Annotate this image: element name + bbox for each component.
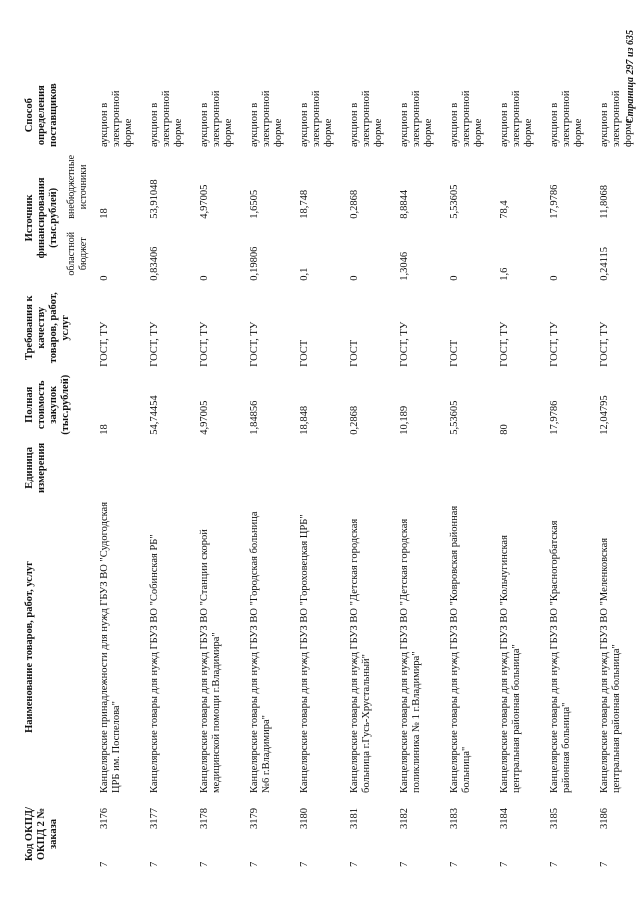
row-name: Канцелярские товары для нужд ГБУЗ ВО "Кольчугинская центральная районная больница" [499, 535, 522, 793]
page-number: Страница 297 из 635 [625, 30, 636, 124]
table-row [542, 79, 592, 871]
row-regional-budget: 0,19806 [249, 246, 260, 281]
row-method: аукцион в электронной форме [599, 90, 634, 147]
row-name: Канцелярские товары для нужд ГБУЗ ВО "Ковровская районная больница" [449, 505, 472, 793]
row-number: 3179 [249, 808, 260, 829]
row-extrabudget: 8,8844 [399, 189, 410, 219]
row-method: аукцион в электронной форме [199, 90, 234, 147]
header-requirements: Требования к качеству товаров, работ, услуг [24, 292, 71, 364]
row-code: 7 [499, 861, 510, 867]
header-code: Код ОКПД/ ОКПД 2 № заказа [24, 806, 59, 862]
table-row [392, 79, 442, 871]
row-unit [292, 439, 342, 497]
row-number: 3181 [349, 808, 360, 829]
row-cost: 12,04795 [599, 395, 610, 435]
row-extrabudget: 17,9786 [549, 184, 560, 219]
table-row [492, 79, 542, 871]
table-row [342, 79, 392, 871]
row-unit [592, 439, 640, 497]
row-requirements: ГОСТ, ТУ [549, 321, 560, 367]
row-method: аукцион в электронной форме [399, 90, 434, 147]
row-name: Канцелярские товары для нужд ГБУЗ ВО "Меленковская центральная районная больница" [599, 537, 622, 793]
row-regional-budget: 0 [549, 275, 560, 281]
row-spacer [442, 833, 492, 843]
row-regional-budget: 0,1 [299, 267, 310, 281]
row-number: 3183 [449, 808, 460, 829]
row-cost: 17,9786 [549, 400, 560, 435]
header-funding-extra: внебюджетные источники [66, 154, 89, 219]
row-number: 3184 [499, 808, 510, 829]
row-spacer [142, 833, 192, 843]
row-method: аукцион в электронной форме [449, 90, 484, 147]
row-code: 7 [399, 861, 410, 867]
row-cost: 54,74454 [149, 395, 160, 435]
row-code: 7 [149, 861, 160, 867]
row-regional-budget: 0 [449, 275, 460, 281]
row-requirements: ГОСТ [349, 339, 360, 367]
row-requirements: ГОСТ [449, 339, 460, 367]
row-number: 3186 [599, 808, 610, 829]
row-unit [542, 439, 592, 497]
header-row [22, 79, 66, 871]
row-method: аукцион в электронной форме [549, 90, 584, 147]
row-spacer [192, 833, 242, 843]
row-method: аукцион в электронной форме [149, 90, 184, 147]
row-code: 7 [349, 861, 360, 867]
row-unit [242, 439, 292, 497]
table-row [142, 79, 192, 871]
header-method: Способ определения поставщиков [24, 83, 59, 147]
table-row [92, 79, 142, 871]
row-cost: 80 [499, 424, 510, 435]
row-regional-budget: 0 [199, 275, 210, 281]
row-code: 7 [249, 861, 260, 867]
row-cost: 5,53605 [449, 400, 460, 435]
row-extrabudget: 11,8068 [599, 184, 610, 219]
row-name: Канцелярские товары для нужд ГБУЗ ВО "Станции скорой медицинской помощи г.Владимира" [199, 529, 222, 793]
header-funding: Источник финансирования (тыс.рублей) [24, 177, 59, 259]
row-unit [492, 439, 542, 497]
row-method: аукцион в электронной форме [299, 90, 334, 147]
row-unit [442, 439, 492, 497]
row-name: Канцелярские товары для нужд ГБУЗ ВО "Собинская РБ" [149, 534, 160, 793]
row-code: 7 [449, 861, 460, 867]
row-unit [392, 439, 442, 497]
table-row [242, 79, 292, 871]
row-number: 3180 [299, 808, 310, 829]
row-extrabudget: 5,53605 [449, 184, 460, 219]
row-requirements: ГОСТ, ТУ [99, 321, 110, 367]
row-unit [342, 439, 392, 497]
row-extrabudget: 18,748 [299, 189, 310, 219]
row-unit [142, 439, 192, 497]
row-requirements: ГОСТ, ТУ [249, 321, 260, 367]
row-name: Канцелярские принадлежности для нужд ГБУЗ ВО "Судогодская ЦРБ им. Поспелова" [99, 501, 122, 793]
row-spacer [242, 833, 292, 843]
row-number: 3178 [199, 808, 210, 829]
row-regional-budget: 1,3046 [399, 251, 410, 281]
header-unit: Единица измерения [24, 442, 47, 493]
row-method: аукцион в электронной форме [249, 90, 284, 147]
row-requirements: ГОСТ, ТУ [199, 321, 210, 367]
row-requirements: ГОСТ, ТУ [499, 321, 510, 367]
row-extrabudget: 18 [99, 208, 110, 219]
row-method: аукцион в электронной форме [349, 90, 384, 147]
row-cost: 4,97005 [199, 400, 210, 435]
row-code: 7 [599, 861, 610, 867]
row-spacer [342, 833, 392, 843]
row-spacer [92, 833, 142, 843]
table-row [592, 79, 640, 871]
procurement-table [22, 79, 640, 871]
table-row [292, 79, 342, 871]
row-extrabudget: 0,2868 [349, 189, 360, 219]
row-spacer [392, 833, 442, 843]
row-name: Канцелярские товары для нужд ГБУЗ ВО "Красногорбатская районная больница" [549, 520, 572, 793]
row-cost: 10,189 [399, 405, 410, 435]
row-number: 3177 [149, 808, 160, 829]
row-extrabudget: 53,91048 [149, 179, 160, 219]
row-regional-budget: 1,6 [499, 267, 510, 281]
row-extrabudget: 4,97005 [199, 184, 210, 219]
row-cost: 18 [99, 424, 110, 435]
row-cost: 1,84856 [249, 400, 260, 435]
row-unit [192, 439, 242, 497]
row-spacer [292, 833, 342, 843]
row-method: аукцион в электронной форме [99, 90, 134, 147]
row-extrabudget: 1,6505 [249, 189, 260, 219]
row-code: 7 [199, 861, 210, 867]
row-cost: 18,848 [299, 405, 310, 435]
row-name: Канцелярские товары для нужд ГБУЗ ВО "Городская больница №6 г.Владимира" [249, 511, 272, 793]
table-row [442, 79, 492, 871]
row-code: 7 [99, 861, 110, 867]
row-number: 3182 [399, 808, 410, 829]
header-name: Наименование товаров, работ, услуг [24, 561, 35, 733]
row-requirements: ГОСТ, ТУ [149, 321, 160, 367]
row-regional-budget: 0,83406 [149, 246, 160, 281]
row-name: Канцелярские товары для нужд ГБУЗ ВО "Гороховецкая ЦРБ" [299, 514, 310, 793]
header-funding-regional: областной бюджет [66, 231, 89, 276]
table-body [92, 79, 640, 871]
row-number: 3176 [99, 808, 110, 829]
row-code: 7 [299, 861, 310, 867]
row-spacer [492, 833, 542, 843]
row-code: 7 [549, 861, 560, 867]
row-unit [92, 439, 142, 497]
row-regional-budget: 0 [99, 275, 110, 281]
row-method: аукцион в электронной форме [499, 90, 534, 147]
row-regional-budget: 0 [349, 275, 360, 281]
row-number: 3185 [549, 808, 560, 829]
row-cost: 0,2868 [349, 405, 360, 435]
row-requirements: ГОСТ [299, 339, 310, 367]
row-regional-budget: 0,24115 [599, 246, 610, 281]
table-row [192, 79, 242, 871]
row-requirements: ГОСТ, ТУ [599, 321, 610, 367]
row-name: Канцелярские товары для нужд ГБУЗ ВО "Детская городская больница г.Гусь-Хрустальный" [349, 518, 372, 793]
header-cost: Полная стоимость закупок (тыс.рублей) [24, 374, 71, 435]
row-spacer [592, 833, 640, 843]
row-extrabudget: 78,4 [499, 200, 510, 219]
row-name: Канцелярские товары для нужд ГБУЗ ВО "Детская городская поликлиника № 1 г.Владимира" [399, 518, 422, 793]
row-spacer [542, 833, 592, 843]
row-requirements: ГОСТ, ТУ [399, 321, 410, 367]
